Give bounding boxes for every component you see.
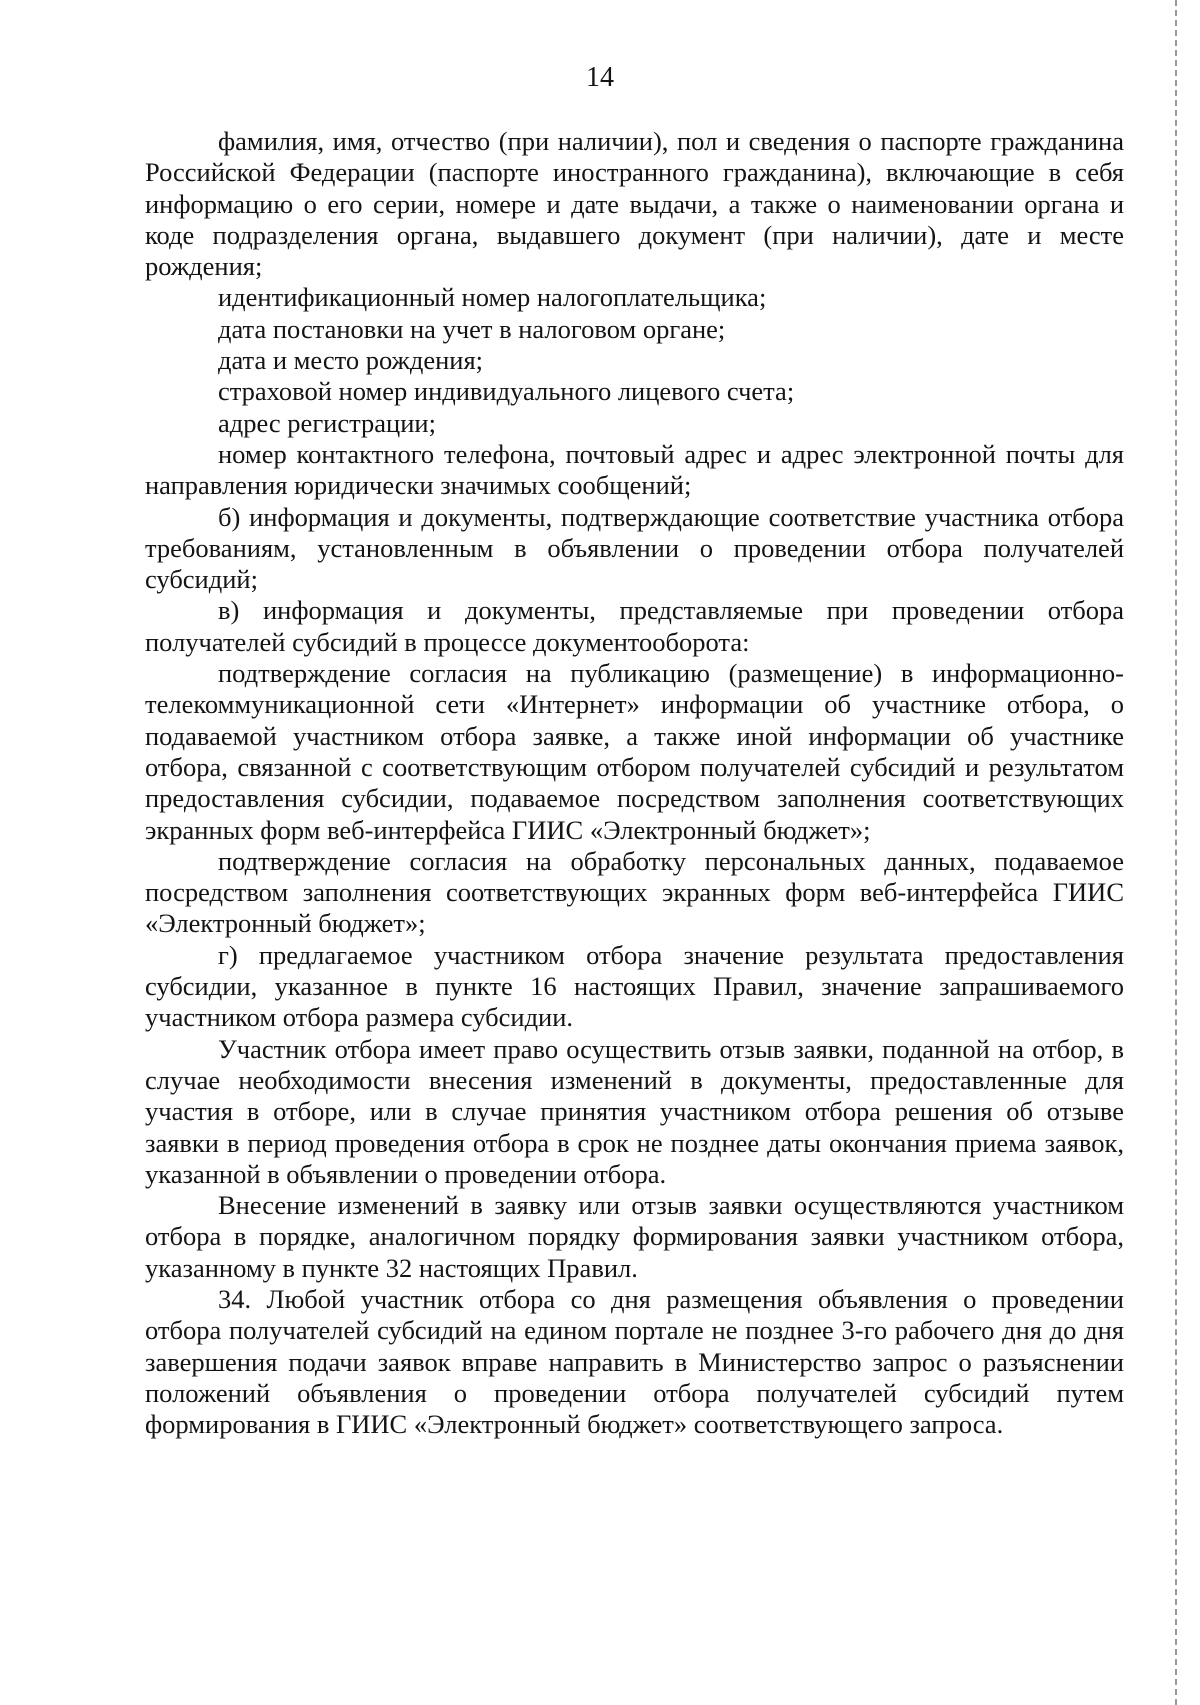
paragraph-application-withdrawal: Участник отбора имеет право осуществить отзыв заявки, поданной на отбор, в случае необходимости внесения изменений в документы, предоставленные для участия в отборе, или в случае принятия участником отбора решения об отзыве заявки в период проведения отбора в срок не позднее даты окончания приема заявок, указанной в объявлении о проведении отбора.: [145, 1033, 1124, 1189]
paragraph-registration-address: адрес регистрации;: [218, 407, 436, 438]
paragraph-item-b: б) информация и документы, подтверждающие соответствие участника отбора требованиям, установленным в объявлении о проведении отбора получателей субсидий;: [145, 501, 1124, 595]
paragraph-tax-registration-date: дата постановки на учет в налоговом органе;: [218, 313, 726, 344]
paragraph-contact-details: номер контактного телефона, почтовый адрес и адрес электронной почты для направления юридически значимых сообщений;: [145, 438, 1124, 501]
page-number: 14: [586, 62, 614, 93]
paragraph-publication-consent: подтверждение согласия на публикацию (размещение) в информационно-телекоммуникационной сети «Интернет» информации об участнике отбора, о подаваемой участником отбора заявке, а также иной информации об участнике отбора, связанной с соответствующим отбором получателей субсидий и результатом предоставления субсидии, подаваемое посредством заполнения соответствующих экранных форм веб-интерфейса ГИИС «Электронный бюджет»;: [145, 658, 1124, 845]
paragraph-snils: страховой номер индивидуального лицевого счета;: [218, 376, 795, 407]
paragraph-personal-data-consent: подтверждение согласия на обработку персональных данных, подаваемое посредством заполнения соответствующих экранных форм веб-интерфейса ГИИС «Электронный бюджет»;: [145, 845, 1124, 939]
paragraph-birth-date-place: дата и место рождения;: [218, 345, 484, 376]
paragraph-item-34: 34. Любой участник отбора со дня размещения объявления о проведении отбора получателей субсидий на едином портале не позднее 3-го рабочего дня до дня завершения подачи заявок вправе направить в Министерство запрос о разъяснении положений объявления о проведении отбора получателей субсидий путем формирования в ГИИС «Электронный бюджет» соответствующего запроса.: [145, 1283, 1124, 1440]
paragraph-inn: идентификационный номер налогоплательщика;: [218, 282, 767, 313]
document-body: [145, 126, 1124, 1440]
paragraph-application-changes: Внесение изменений в заявку или отзыв заявки осуществляются участником отбора в порядке, аналогичном порядку формирования заявки участником отбора, указанному в пункте 32 настоящих Правил.: [145, 1190, 1124, 1283]
page-edge-line: [1175, 0, 1177, 1705]
paragraph-item-g: г) предлагаемое участником отбора значение результата предоставления субсидии, указанное в пункте 16 настоящих Правил, значение запрашиваемого участником отбора размера субсидии.: [145, 939, 1124, 1033]
paragraph-item-v: в) информация и документы, представляемые при проведении отбора получателей субсидий в процессе документооборота:: [145, 595, 1124, 657]
paragraph-passport-details: фамилия, имя, отчество (при наличии), пол и сведения о паспорте гражданина Российской Федерации (паспорте иностранного гражданина), включающие в себя информацию о его серии, номере и дате выдачи, а также о наименовании органа и коде подразделения органа, выдавшего документ (при наличии), дате и месте рождения;: [145, 126, 1124, 282]
